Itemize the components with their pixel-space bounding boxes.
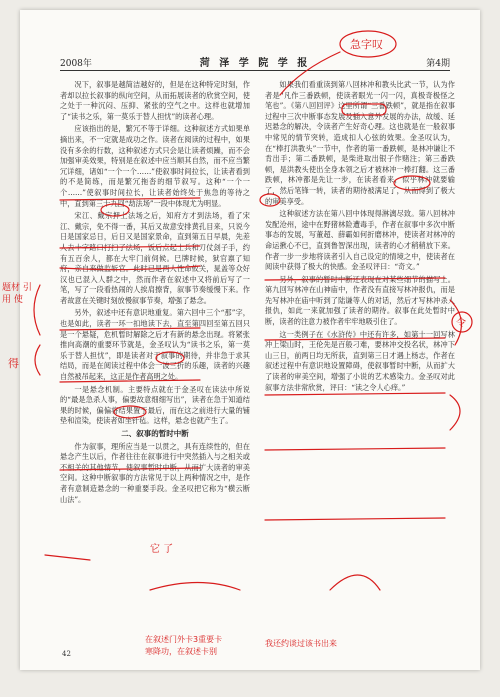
- paragraph: 应该指出的是，繁冗不等于详细。这种叙述方式如果单摘出来，不一定就是成功之作。读者在阅读的过程中，如果没有多余的行数，这种叙述方式只会是让读者烦躁，而不会加强审美效果，特别是在叙述中应当顺其自然，而不应当繁冗详细，诸如“一个一个……”使叙事时间拉长，让读者看到的不是简练，而是繁冗拖沓的细节叙写。这种“一个一个……”使叙事时间拉长，让读者始终处于焦急的等待之中，直到第三十九回“劫法场”一段中体现尤为明显。: [60, 124, 250, 208]
- annotation-note-top: 急字叹: [350, 38, 383, 51]
- page-header: [60, 54, 450, 71]
- paragraph: 况下，叙事是越简洁越好的，但是在这种特定时刻，作者却以拉长叙事的纵向空间，从而拓展读者的欣赏空间，使之处于一种沉闷、压抑、紧张的空气之中。这样也就增加了“读书之乐，第一莫乐于替人担忧”的读者心理。: [60, 80, 250, 121]
- annotation-note-bottom-2: 寒降功，在叙述卡别: [145, 647, 217, 656]
- annotation-note-bottom-3: 我还约谈过该书出来: [265, 639, 337, 648]
- paragraph: 另外，叙述中还有意识地重复。第六回中三个“那”字，也是如此，读者一环一扣地读下去，直至第四回至第五回只是一个悬疑，危机暂时解除之后才有新的悬念出现。将紧张推向高潮的重要环节就是，金圣叹认为“读书之乐，第一莫乐于替人担忧”，即是读者对于叙事的期待，并非急于求其结局，而是在阅读过程中体会一波三折的乐趣，读者的兴趣自然被吊起来，这正是作者高明之处。: [60, 308, 250, 382]
- issue-number: 第4期: [426, 59, 450, 69]
- paragraph: 这种叙述方法在第八回中体现得淋漓尽致。第八回林冲发配沧州，途中在野猪林险遭毒手，作者在叙事中多次中断事态的发展，写董超、薛霸如何折磨林冲，使读者对林冲的命运揪心不已，直到鲁智深出现，读者的心才稍稍放下来。作者一步一步地将读者引入自己设定的情境之中，使读者在阅读中获得了极大的快感。金圣叹评曰：“奇文。”: [265, 209, 455, 272]
- right-column: [265, 80, 455, 645]
- paragraph: 作为叙事，理所应当是一以贯之，具有连续性的，但在悬念产生以后，作者往往在叙事进行中突然插入与之相关或不相关的其他情节，使叙事暂时中断，从而扩大读者的审美空间。这种中断叙事的方法常见于以上两种情况之中，是作者有意制造悬念的一种重要手段。金圣叹把它称为“横云断山法”。: [60, 441, 250, 504]
- document-page: [20, 10, 480, 670]
- annotation-note-left-2: 得: [8, 357, 19, 370]
- page-number: 42: [62, 650, 71, 658]
- annotation-note-right: 令: [456, 318, 466, 329]
- annotation-note-left: 题材 引用 使: [2, 283, 32, 305]
- paragraph: 如果我们看重读到第八回林冲和教头比武一节，认为作者是“凡作三番跌顿，使读者眼光一闪一闪，真极奇极怪之笔也”。《第八回回评》这里所谓“三番跌顿”，就是指在叙事过程中三次中断事态发展及插入意外发展的办法，故缓、延迟悬念的解决，令读者产生好奇心理。这也就是在一般叙事中常见的情节突转，造成扣人心弦的效果。金圣叹认为，在“棒打洪教头”一节中，作者的第一番跌顿，是林冲谦让不肯出手；第二番跌顿，是柴进取出银子作赌注；第三番跌顿，是洪教头使出全身本领之后才被林冲一棒打翻。这三番跌顿，林冲都是先让一步，在读者看来，似乎林冲就要输了，然后笔锋一转，读者的期待被满足了，从而得到了极大的审美享受。: [265, 80, 455, 206]
- annotation-note-bottom-left: 它 了: [150, 544, 174, 555]
- header-year: 2008年: [60, 59, 92, 69]
- annotation-note-bottom-1: 在叙述门外卡3重要卡: [145, 635, 223, 644]
- paragraph: 这一类例子在《水浒传》中还有许多，如第十一回写林冲上梁山时，王伦先是百般刁难，要林冲交投名状，林冲下山三日，前两日均无所获，直到第三日才遇上杨志，作者在叙述过程中有意识地设置障碍，使叙事暂时中断，从而扩大了读者的审美空间，增强了小说的艺术感染力。金圣叹对此叙事方法非常欣赏，评曰：“读之令人心痒。”: [265, 329, 455, 392]
- journal-title: 菏 泽 学 院 学 报: [199, 58, 311, 69]
- paragraph: 宋江、戴宗押上法场之后，知府方才到法场，看了宋江、戴宗，免不得一番，其后又故意安排黄孔目来，只说今日是国家忌日，后日又是国家景命，直到第五日早晨，先差人去十字路口打扫了法场，饭后点起士兵和刀仗刽子手，约有五百余人，都在大牢门前伺候。巳牌时候，狱官禀了知府，亲自来做监斩官。此时已是两人性命攸关，晁盖等众好汉也已混入人群之中，然而作者在叙述中又将前后写了一笔，写了一段看热闹的人挨肩擦背，叙事节奏缓慢下来。作者故意在关键时刻放慢叙事节奏，增强了悬念。: [60, 211, 250, 305]
- left-column: [60, 80, 250, 645]
- paragraph: 一是悬念机制。主要特点就在于金圣叹在读法中所说的“最是急杀人事，偏要故意细细写出”，读者在急于知道结果的时候，偏偏将结果置于最后，而在这之前进行大量的铺垫和渲染，使读者如坐针毡。这样，悬念也就产生了。: [60, 384, 250, 426]
- section-heading: 二、叙事的暂时中断: [121, 429, 189, 438]
- paragraph: 另外，叙事的暂时中断还表现在对某些细节的描写上。第九回写林冲在山神庙中，作者没有直接写林冲报仇，而是先写林冲在庙中听到了陆谦等人的对话，然后才写林冲杀人报仇，如此一来就加强了读者的期待。叙事在此处暂时中断，读者的注意力被作者牢牢地吸引住了。: [265, 274, 455, 327]
